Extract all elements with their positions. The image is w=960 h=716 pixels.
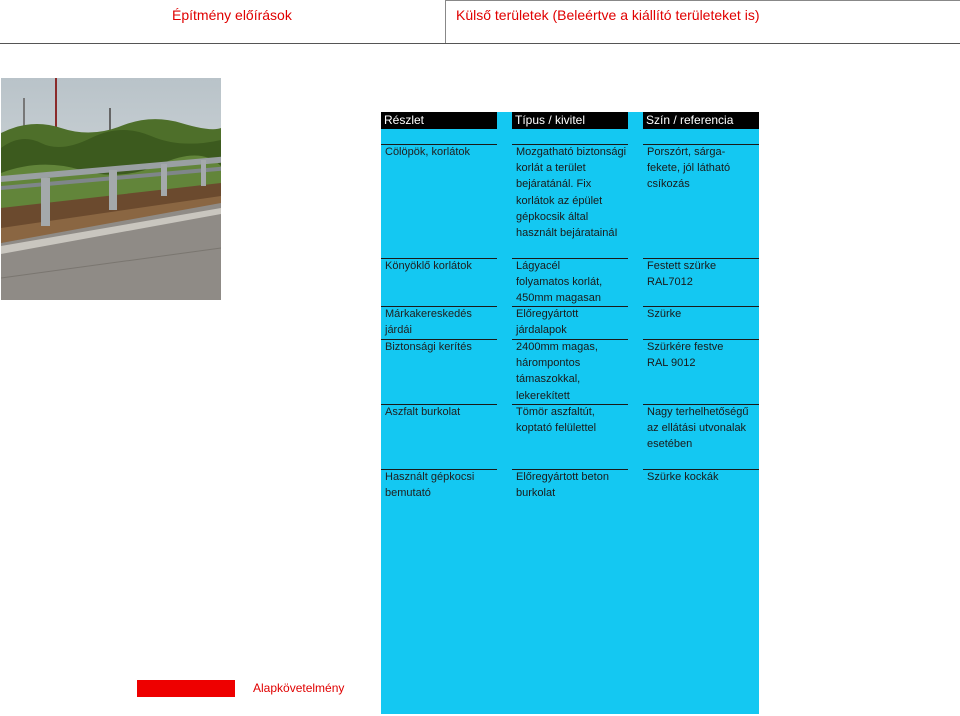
row-color: Szürke kockák: [647, 471, 719, 483]
header-top-line: [445, 0, 960, 1]
row-color: Nagy terhelhetőségű az ellátási utvonalak esetében: [647, 406, 749, 451]
row-type: Előregyártott járdalapok: [516, 308, 579, 337]
row-type: Előregyártott beton burkolat: [516, 471, 609, 500]
row-type: Tömör aszfaltút, koptató felülettel: [516, 406, 597, 435]
row-detail: Aszfalt burkolat: [385, 406, 461, 418]
row-detail: Használt gépkocsi bemutató: [385, 471, 475, 500]
row-detail: Biztonsági kerítés: [385, 341, 472, 353]
row-color: Porszórt, sárga-fekete, jól látható csíkozás: [647, 146, 731, 191]
row-type: 2400mm magas, hárompontos támaszokkal, lekerekített: [516, 341, 598, 402]
row-color: Szürke: [647, 308, 682, 320]
header-left-title: Építmény előírások: [172, 7, 292, 23]
column-header-color: Szín / referencia: [643, 112, 759, 129]
legend-swatch: [137, 680, 235, 697]
row-detail: Márkakereskedés járdái: [385, 308, 472, 337]
row-type: Mozgatható biztonsági korlát a terület bejáratánál. Fix korlátok az épület gépkocsik által használt bejárataináI: [516, 146, 627, 240]
column-header-detail: Részlet: [381, 112, 497, 129]
header-right-title: Külső területek (Beleértve a kiállító területeket is): [456, 7, 760, 23]
row-color: Szürkére festve RAL 9012: [647, 341, 724, 370]
row-type: Lágyacél folyamatos korlát, 450mm magasan: [516, 260, 603, 305]
row-detail: Cölöpök, korlátok: [385, 146, 470, 158]
row-color: Festett szürke RAL7012: [647, 260, 717, 289]
column-header-type: Típus / kivitel: [512, 112, 628, 129]
guardrail-photo: [1, 78, 221, 300]
header-divider: [0, 43, 960, 44]
header-vertical-line: [445, 0, 446, 43]
legend-label: Alapkövetelmény: [253, 681, 345, 695]
row-detail: Könyöklő korlátok: [385, 260, 472, 272]
